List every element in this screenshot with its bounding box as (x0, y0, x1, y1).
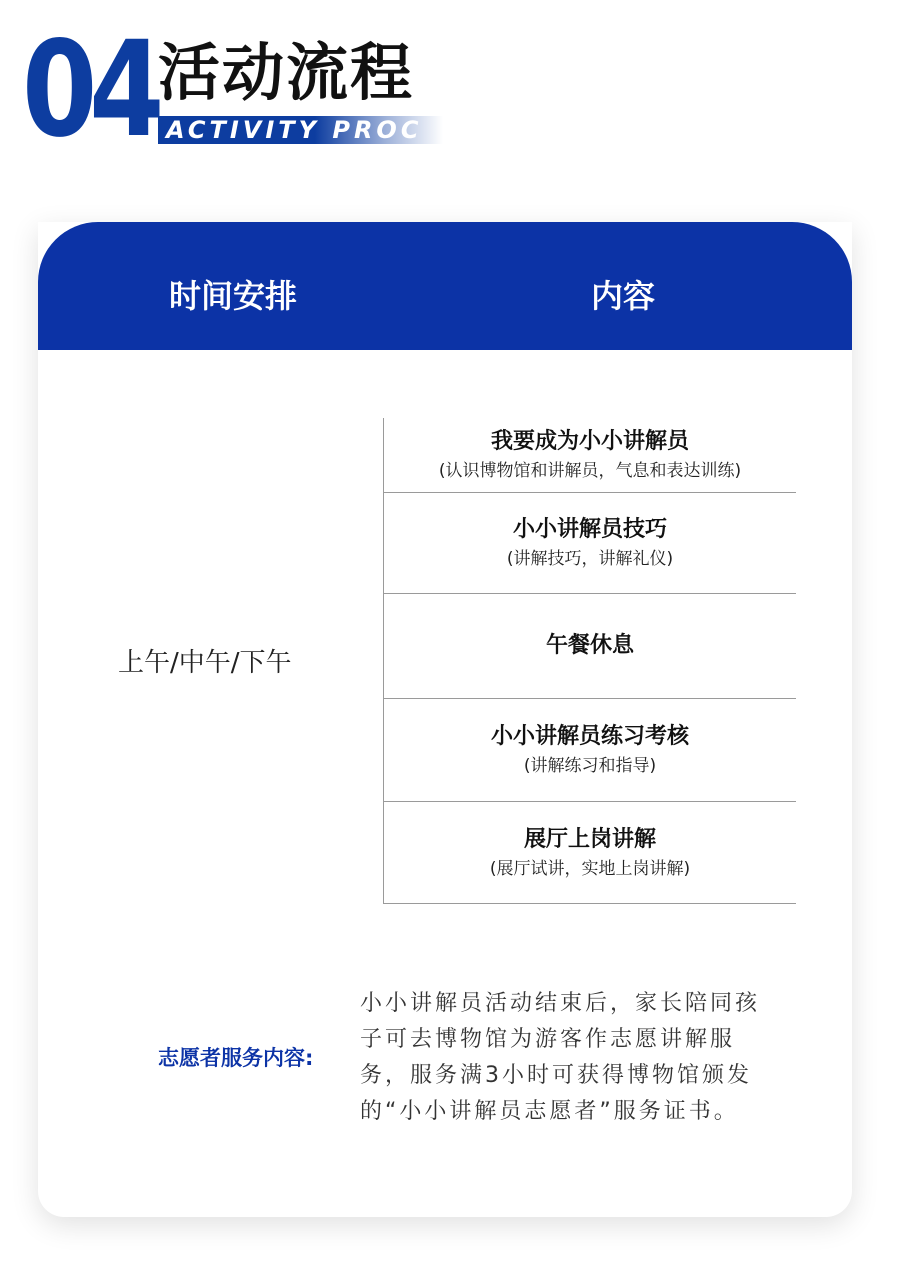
schedule-row (384, 493, 796, 594)
schedule-list (383, 418, 796, 904)
section-number: 04 (22, 13, 157, 167)
schedule-row-subtitle: (讲解练习和指导) (523, 756, 657, 776)
content-column-header: 内容 (590, 277, 655, 315)
schedule-row-subtitle: (讲解技巧，讲解礼仪) (506, 549, 674, 569)
schedule-row-title: 午餐休息 (545, 633, 634, 658)
volunteer-label: 志愿者服务内容: (158, 1046, 314, 1070)
schedule-row-subtitle: (展厅试讲，实地上岗讲解) (489, 858, 691, 879)
volunteer-text: 小小讲解员活动结束后，家长陪同孩子可去博物馆为游客作志愿讲解服务，服务满3小时可获得博物馆颁发的“小小讲解员志愿者”服务证书。 (360, 991, 761, 1124)
section-header (0, 0, 900, 170)
schedule-row-title: 小小讲解员技巧 (512, 517, 667, 542)
schedule-row (384, 699, 796, 802)
schedule-row (384, 418, 796, 493)
schedule-row (384, 802, 796, 904)
schedule-row-subtitle: (认识博物馆和讲解员，气息和表达训练) (438, 461, 742, 481)
schedule-card (38, 222, 852, 1217)
section-title: 活动流程 (158, 36, 415, 109)
schedule-row (384, 594, 796, 699)
time-column-header: 时间安排 (168, 277, 297, 315)
section-subtitle: ACTIVITY PROC (166, 116, 423, 144)
section-subtitle-bar (158, 116, 443, 144)
table-header (38, 222, 852, 350)
schedule-row-title: 展厅上岗讲解 (523, 826, 656, 852)
schedule-row-title: 我要成为小小讲解员 (490, 429, 689, 454)
time-value: 上午/中午/下午 (118, 648, 292, 678)
schedule-row-title: 小小讲解员练习考核 (490, 724, 689, 749)
